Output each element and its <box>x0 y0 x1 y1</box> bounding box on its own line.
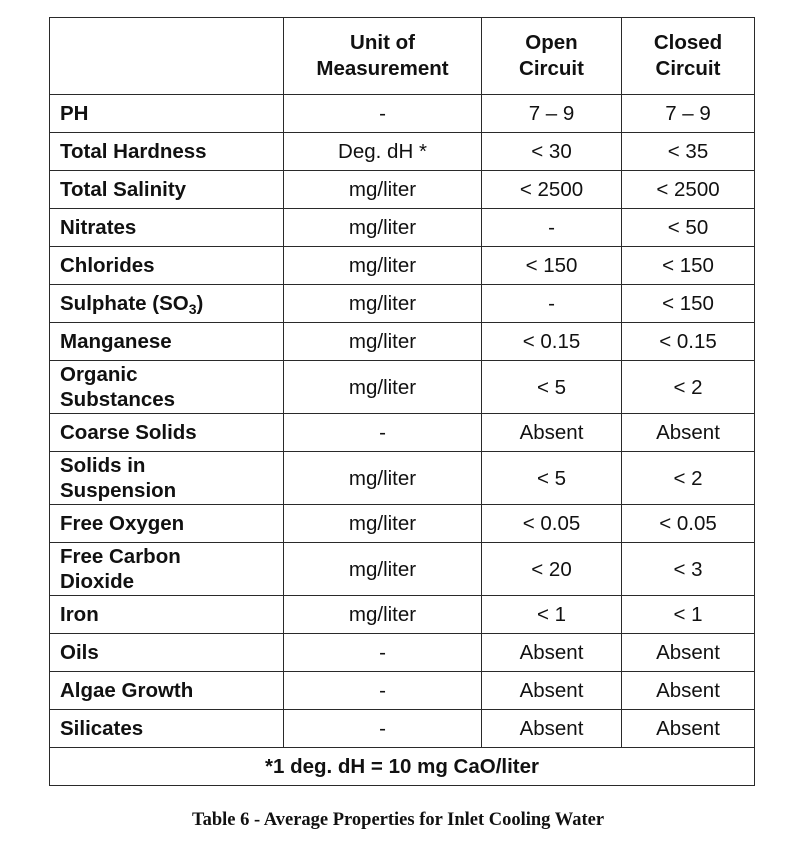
header-open-circuit <box>482 18 622 95</box>
closed-circuit-cell: Absent <box>622 710 755 748</box>
closed-circuit-cell: < 3 <box>622 543 755 596</box>
header-parameter <box>50 18 284 95</box>
parameter-cell: Manganese <box>50 323 284 361</box>
unit-cell: mg/liter <box>284 505 482 543</box>
header-unit <box>284 18 482 95</box>
header-closed-circuit <box>622 18 755 95</box>
parameter-cell: Total Salinity <box>50 171 284 209</box>
parameter-cell <box>50 361 284 414</box>
unit-cell: mg/liter <box>284 247 482 285</box>
table-row <box>50 323 755 361</box>
unit-cell: mg/liter <box>284 285 482 323</box>
closed-circuit-cell: < 0.15 <box>622 323 755 361</box>
open-circuit-cell: < 0.15 <box>482 323 622 361</box>
closed-circuit-cell: < 50 <box>622 209 755 247</box>
open-circuit-cell: Absent <box>482 414 622 452</box>
table-row <box>50 452 755 505</box>
table-row <box>50 414 755 452</box>
parameter-line-1: Solids in <box>60 454 146 477</box>
parameter-end-text: ) <box>196 291 204 315</box>
table-row <box>50 133 755 171</box>
open-circuit-cell: 7 – 9 <box>482 95 622 133</box>
closed-circuit-cell: < 2500 <box>622 171 755 209</box>
unit-cell: - <box>284 414 482 452</box>
header-open-line-1: Open <box>525 31 578 54</box>
parameter-cell: Total Hardness <box>50 133 284 171</box>
footnote-cell: *1 deg. dH = 10 mg CaO/liter <box>50 748 755 786</box>
parameter-cell: Silicates <box>50 710 284 748</box>
open-circuit-cell: < 20 <box>482 543 622 596</box>
parameter-cell <box>50 543 284 596</box>
parameter-line-2: Suspension <box>60 479 177 502</box>
parameter-cell: Algae Growth <box>50 672 284 710</box>
parameter-line-1: Free Carbon <box>60 545 181 568</box>
table-caption: Table 6 - Average Properties for Inlet Cooling Water <box>191 810 605 830</box>
unit-cell: mg/liter <box>284 323 482 361</box>
open-circuit-cell: < 150 <box>482 247 622 285</box>
open-circuit-cell: < 5 <box>482 361 622 414</box>
unit-cell: mg/liter <box>284 596 482 634</box>
parameter-cell: Iron <box>50 596 284 634</box>
closed-circuit-cell: < 2 <box>622 361 755 414</box>
closed-circuit-cell: < 0.05 <box>622 505 755 543</box>
open-circuit-cell: < 0.05 <box>482 505 622 543</box>
table-row <box>50 95 755 133</box>
closed-circuit-cell: < 1 <box>622 596 755 634</box>
closed-circuit-cell: < 150 <box>622 285 755 323</box>
unit-cell: mg/liter <box>284 361 482 414</box>
open-circuit-cell: < 1 <box>482 596 622 634</box>
parameter-cell: Free Oxygen <box>50 505 284 543</box>
closed-circuit-cell: 7 – 9 <box>622 95 755 133</box>
unit-cell: - <box>284 634 482 672</box>
footnote-row <box>50 748 755 786</box>
header-closed-line-1: Closed <box>653 31 723 54</box>
table-row <box>50 361 755 414</box>
parameter-line-2: Substances <box>60 388 176 411</box>
table-row <box>50 710 755 748</box>
table-row <box>50 672 755 710</box>
table-row <box>50 171 755 209</box>
open-circuit-cell: < 30 <box>482 133 622 171</box>
unit-cell: mg/liter <box>284 452 482 505</box>
table-row <box>50 209 755 247</box>
table-row <box>50 505 755 543</box>
unit-cell: - <box>284 95 482 133</box>
header-unit-line-2: Measurement <box>316 57 449 80</box>
table-row <box>50 285 755 323</box>
open-circuit-cell: < 2500 <box>482 171 622 209</box>
header-open-line-2: Circuit <box>519 57 584 80</box>
parameter-cell: PH <box>50 95 284 133</box>
open-circuit-cell: Absent <box>482 634 622 672</box>
open-circuit-cell: < 5 <box>482 452 622 505</box>
parameter-line-2: Dioxide <box>60 570 135 593</box>
parameter-cell: Coarse Solids <box>50 414 284 452</box>
parameter-base-text: Sulphate (SO <box>60 291 189 315</box>
header-unit-line-1: Unit of <box>350 31 415 54</box>
table-row <box>50 596 755 634</box>
parameter-line-1: Organic <box>60 363 138 386</box>
table-row <box>50 247 755 285</box>
open-circuit-cell: Absent <box>482 672 622 710</box>
unit-cell: mg/liter <box>284 209 482 247</box>
unit-cell: mg/liter <box>284 543 482 596</box>
subscript-text: 3 <box>188 300 197 317</box>
parameter-cell: Chlorides <box>50 247 284 285</box>
unit-cell: - <box>284 710 482 748</box>
header-closed-line-2: Circuit <box>655 57 721 80</box>
properties-table-container <box>49 17 754 786</box>
open-circuit-cell: - <box>482 285 622 323</box>
parameter-cell <box>50 285 284 323</box>
unit-cell: Deg. dH * <box>284 133 482 171</box>
closed-circuit-cell: < 150 <box>622 247 755 285</box>
unit-cell: mg/liter <box>284 171 482 209</box>
closed-circuit-cell: Absent <box>622 634 755 672</box>
parameter-cell <box>50 452 284 505</box>
table-row <box>50 543 755 596</box>
open-circuit-cell: Absent <box>482 710 622 748</box>
closed-circuit-cell: Absent <box>622 672 755 710</box>
parameter-cell: Oils <box>50 634 284 672</box>
unit-cell: - <box>284 672 482 710</box>
parameter-cell: Nitrates <box>50 209 284 247</box>
closed-circuit-cell: < 2 <box>622 452 755 505</box>
closed-circuit-cell: < 35 <box>622 133 755 171</box>
open-circuit-cell: - <box>482 209 622 247</box>
inlet-cooling-water-properties-table <box>49 17 755 786</box>
table-row <box>50 634 755 672</box>
closed-circuit-cell: Absent <box>622 414 755 452</box>
table-header-row <box>50 18 755 95</box>
